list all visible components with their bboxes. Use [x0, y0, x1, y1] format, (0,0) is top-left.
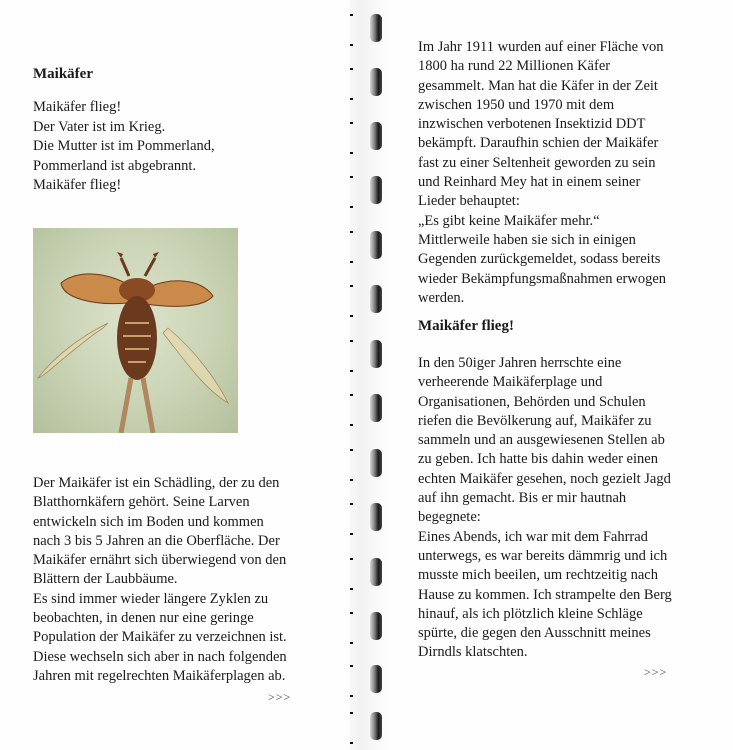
paragraph-line: auf ihn gemacht. Bis er mir hautnah — [418, 490, 627, 507]
paragraph-line: Blättern der Laubbäume. — [33, 571, 178, 588]
continue-marker: >>> — [268, 690, 292, 704]
binding-ring — [344, 14, 384, 44]
left-paragraph — [33, 474, 287, 686]
paragraph-line: Eines Abends, ich war mit dem Fahrrad — [418, 528, 648, 545]
poem-line: Die Mutter ist im Pommerland, — [33, 138, 215, 154]
right-paragraph-2 — [418, 354, 672, 663]
paragraph-line: musste mich beeilen, um rechtzeitig nach — [418, 567, 658, 584]
binding-ring — [344, 176, 384, 206]
paragraph-line: Maikäfer ernährt sich überwiegend von den — [33, 552, 287, 569]
paragraph-line: Im Jahr 1911 wurden auf einer Fläche von — [418, 39, 664, 55]
binding-ring — [344, 231, 384, 261]
left-page — [0, 0, 350, 750]
binding-ring — [344, 712, 384, 742]
paragraph-line: wieder Bekämpfungsmaßnahmen erwogen — [418, 270, 667, 287]
paragraph-line: inzwischen verbotenen Insektizid DDT — [418, 116, 646, 133]
paragraph-line: Hause zu kommen. Ich strampelte den Berg — [418, 586, 672, 603]
binding-ring — [344, 285, 384, 315]
paragraph-line: Diese wechseln sich aber in nach folgenden — [33, 648, 287, 665]
paragraph-line: Mittlerweile haben sie sich in einigen — [418, 231, 636, 248]
poem-line: Maikäfer flieg! — [33, 99, 122, 115]
left-heading: Maikäfer — [33, 66, 93, 82]
paragraph-line: hinauf, als ich plötzlich kleine Schläge — [418, 605, 643, 622]
right-paragraph-1 — [418, 38, 666, 308]
paragraph-line: beobachten, in denen nur eine geringe — [33, 610, 254, 627]
paragraph-line: Gegenden zurückgemeldet, sodass bereits — [418, 251, 661, 268]
paragraph-line: Organisationen, Behörden und Schulen — [418, 393, 646, 410]
paragraph-line: spürte, die gegen den Ausschnitt meines — [418, 625, 651, 642]
paragraph-line: Population der Maikäfer zu verzeichnen ist. — [33, 629, 287, 646]
paragraph-line: Lieder behauptet: — [418, 193, 520, 210]
paragraph-line: Dirndls klatschten. — [418, 644, 528, 661]
continue-marker: >>> — [644, 665, 668, 679]
paragraph-line: werden. — [418, 289, 465, 306]
binding-ring — [344, 503, 384, 533]
paragraph-line: Es sind immer wieder längere Zyklen zu — [33, 590, 269, 607]
paragraph-line: verheerende Maikäferplage und — [418, 374, 603, 391]
paragraph-line: gesammelt. Man hat die Käfer in der Zeit — [418, 77, 658, 94]
paragraph-line: nach 3 bis 5 Jahren an die Oberfläche. Der — [33, 532, 280, 549]
beetle-illustration — [33, 228, 238, 433]
paragraph-line: riefen die Bevölkerung auf, Maikäfer zu — [418, 412, 652, 429]
poem-line: Pommerland ist abgebrannt. — [33, 157, 197, 174]
poem — [33, 98, 215, 196]
paragraph-line: fast zu einer Seltenheit geworden zu sein — [418, 154, 656, 171]
binding-ring — [344, 558, 384, 588]
paragraph-line: begegnete: — [418, 509, 481, 526]
right-heading: Maikäfer flieg! — [418, 318, 514, 334]
paragraph-line: und Reinhard Mey hat in einem seiner — [418, 174, 641, 191]
paragraph-line: In den 50iger Jahren herrschte eine — [418, 355, 622, 371]
cockchafer-photo — [33, 228, 238, 433]
binding-ring — [344, 612, 384, 642]
paragraph-line: Blatthornkäfern gehört. Seine Larven — [33, 494, 250, 511]
paragraph-line: zu geben. Ich hatte bis dahin weder einen — [418, 451, 658, 468]
paragraph-line: 1800 ha rund 22 Millionen Käfer — [418, 58, 611, 75]
binding-ring — [344, 122, 384, 152]
paragraph-line: echten Maikäfer gesehen, noch gezielt Jagd — [418, 470, 671, 487]
binding-ring — [344, 449, 384, 479]
paragraph-line: bekämpft. Daraufhin schien der Maikäfer — [418, 135, 659, 152]
binding-ring — [344, 665, 384, 695]
paragraph-line: sammeln und an ausgewiesenen Stellen ab — [418, 432, 665, 449]
paragraph-line: unterwegs, es war bereits dämmrig und ich — [418, 547, 668, 564]
right-page — [388, 0, 733, 750]
poem-line: Der Vater ist im Krieg. — [33, 118, 166, 135]
paragraph-line: Der Maikäfer ist ein Schädling, der zu den — [33, 475, 280, 491]
binding-ring — [344, 340, 384, 370]
paragraph-line: „Es gibt keine Maikäfer mehr.“ — [418, 212, 600, 229]
binding-ring — [344, 394, 384, 424]
paragraph-line: zwischen 1950 und 1970 mit dem — [418, 96, 615, 113]
binding-ring — [344, 68, 384, 98]
paragraph-line: Jahren mit regelrechten Maikäferplagen ab. — [33, 667, 286, 684]
paragraph-line: entwickeln sich im Boden und kommen — [33, 513, 264, 530]
poem-line: Maikäfer flieg! — [33, 177, 122, 193]
